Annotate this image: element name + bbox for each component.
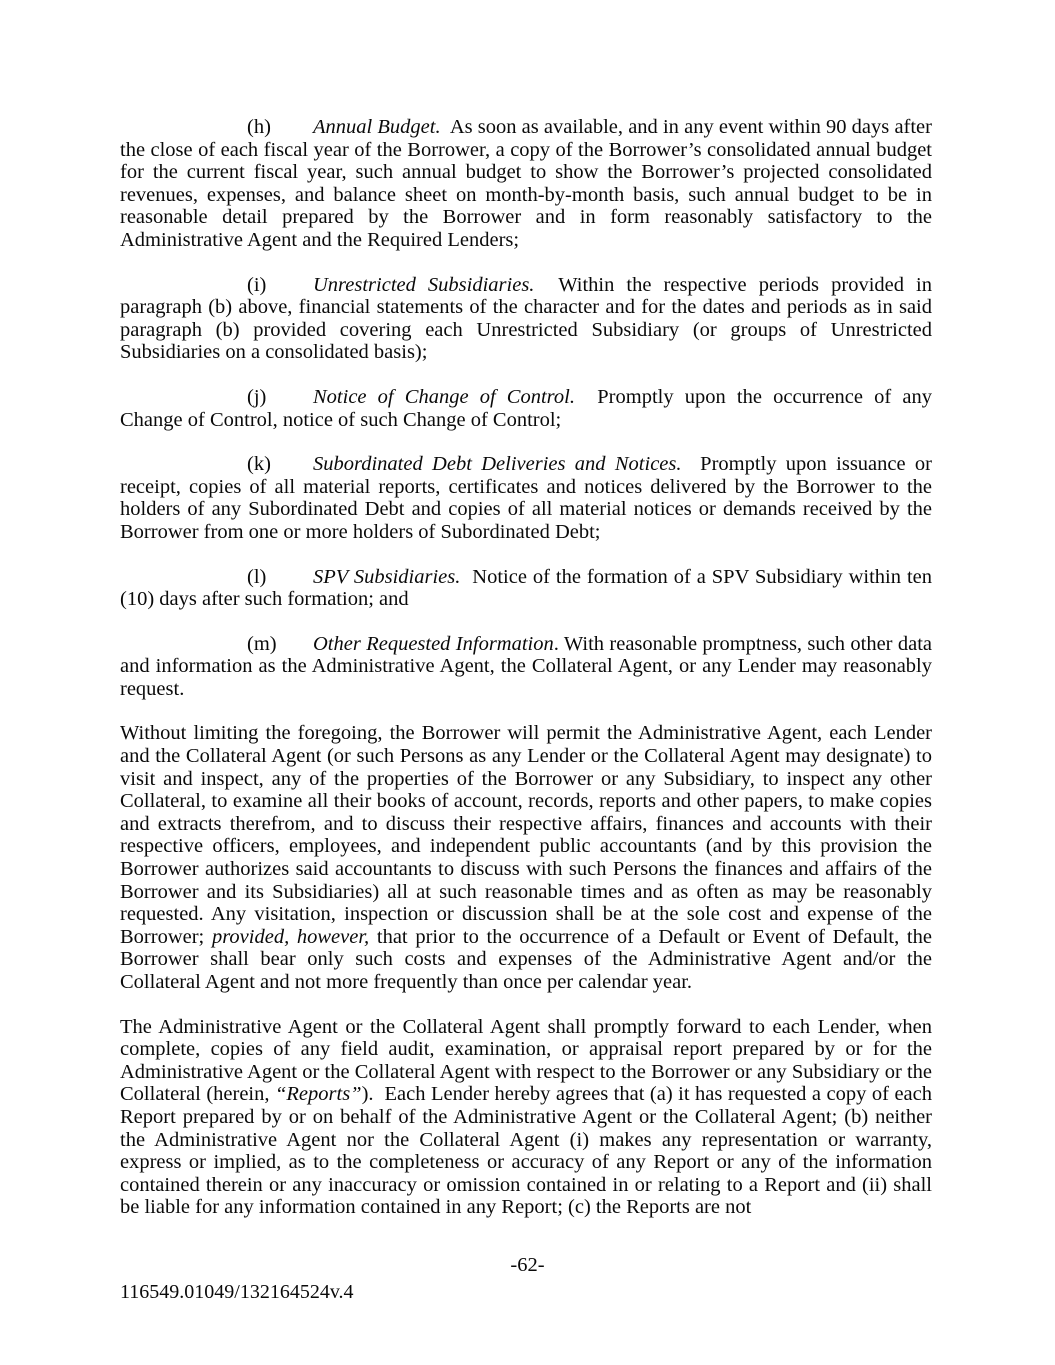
text-run: The Administrative Agent or the Collateral Agent shall promptly forward to each Lender, when complete, copies of any field audit, examination, or appraisal report prepared by or for the Administrative Agent or the Collateral Agent with respect to the Borrower or any Subsidiary or the Collateral (herein, — [120, 1015, 932, 1106]
italic-run: provided, however, — [211, 925, 370, 948]
italic-run: Unrestricted Subsidiaries. — [313, 273, 535, 296]
footer-reference: 116549.01049/132164524v.4 — [120, 1281, 354, 1303]
text-run: . With reasonable promptness, such other data and information as the Administrative Agent, the Collateral Agent, or any Lender may reasonably request. — [120, 632, 932, 700]
italic-run: Subordinated Debt Deliveries and Notices. — [313, 453, 682, 476]
paragraph — [120, 566, 932, 611]
paragraph — [120, 274, 932, 364]
paragraph — [120, 1016, 932, 1219]
text-run: Promptly upon the occurrence of any Change of Control, notice of such Change of Control; — [120, 385, 932, 431]
paragraph-label: (j) — [247, 385, 267, 408]
text-run: As soon as available, and in any event within 90 days after the close of each fiscal year of the Borrower, a copy of the Borrower’s consolidated annual budget for the current fiscal year, such annual budget to show the Borrower’s projected consolidated revenues, expenses, and balance sheet on month-by-month basis, such annual budget to be in reasonable detail prepared by the Borrower and in form reasonably satisfactory to the Administrative Agent and the Required Lenders; — [120, 116, 932, 251]
paragraph-label: (m) — [247, 632, 277, 655]
page-number: -62- — [510, 1254, 545, 1276]
italic-run: “Reports” — [275, 1083, 362, 1106]
text-run: Without limiting the foregoing, the Borrower will permit the Administrative Agent, each Lender and the Collateral Agent (or such Persons as any Lender or the Collateral Agent may designate) to visit and inspect, any of the properties of the Borrower or any Subsidiary, to inspect any other Collateral, to examine all their books of account, records, reports and other papers, to make copies and extracts therefrom, and to discuss their respective affairs, finances and accounts with their respective officers, employees, and independent public accountants (and by this provision the Borrower authorizes said accountants to discuss with such Persons the finances and affairs of the Borrower and its Subsidiaries) all at such reasonable times and as often as may be reasonably requested. Any visitation, inspection or discussion shall be at the sole cost and expense of the Borrower; — [120, 722, 932, 948]
italic-run: Notice of Change of Control. — [313, 385, 575, 408]
text-run: Within the respective periods provided in paragraph (b) above, financial statements of the character and for the dates and periods as in said paragraph (b) provided covering each Unrestricted Subsidiary (or groups of Unrestricted Subsidiaries on a consolidated basis); — [120, 273, 933, 364]
text-run: Promptly upon issuance or receipt, copies of all material reports, certificates and notices delivered by the Borrower to the holders of any Subordinated Debt and copies of all material notices or demands received by the Borrower from one or more holders of Subordinated Debt; — [120, 453, 932, 543]
paragraph — [120, 633, 932, 701]
document-body — [120, 116, 932, 1241]
text-run: Notice of the formation of a SPV Subsidiary within ten (10) days after such formation; and — [120, 565, 932, 611]
italic-run: SPV Subsidiaries. — [313, 565, 461, 588]
paragraph-label: (h) — [247, 116, 271, 138]
italic-run: Other Requested Information — [313, 632, 554, 655]
paragraph — [120, 722, 932, 993]
paragraph-label: (k) — [247, 453, 271, 476]
paragraph-label: (i) — [247, 273, 267, 296]
text-run: ). Each Lender hereby agrees that (a) it has requested a copy of each Report prepared by or on behalf of the Administrative Agent or the Collateral Agent; (b) neither the Administrative Agent nor the Collateral Agent (i) makes any representation or warranty, express or implied, as to the completeness or accuracy of any Report or any of the information contained therein or any inaccuracy or omission contained in or relating to a Report and (ii) shall be liable for any information contained in any Report; (c) the Reports are not — [120, 1083, 932, 1219]
paragraph — [120, 453, 932, 543]
paragraph — [120, 116, 932, 252]
text-run: that prior to the occurrence of a Default or Event of Default, the Borrower shall bear only such costs and expenses of the Administrative Agent and/or the Collateral Agent and not more frequently than once per calendar year. — [120, 925, 932, 993]
paragraph — [120, 386, 932, 431]
italic-run: Annual Budget. — [313, 116, 441, 138]
paragraph-label: (l) — [247, 565, 267, 588]
